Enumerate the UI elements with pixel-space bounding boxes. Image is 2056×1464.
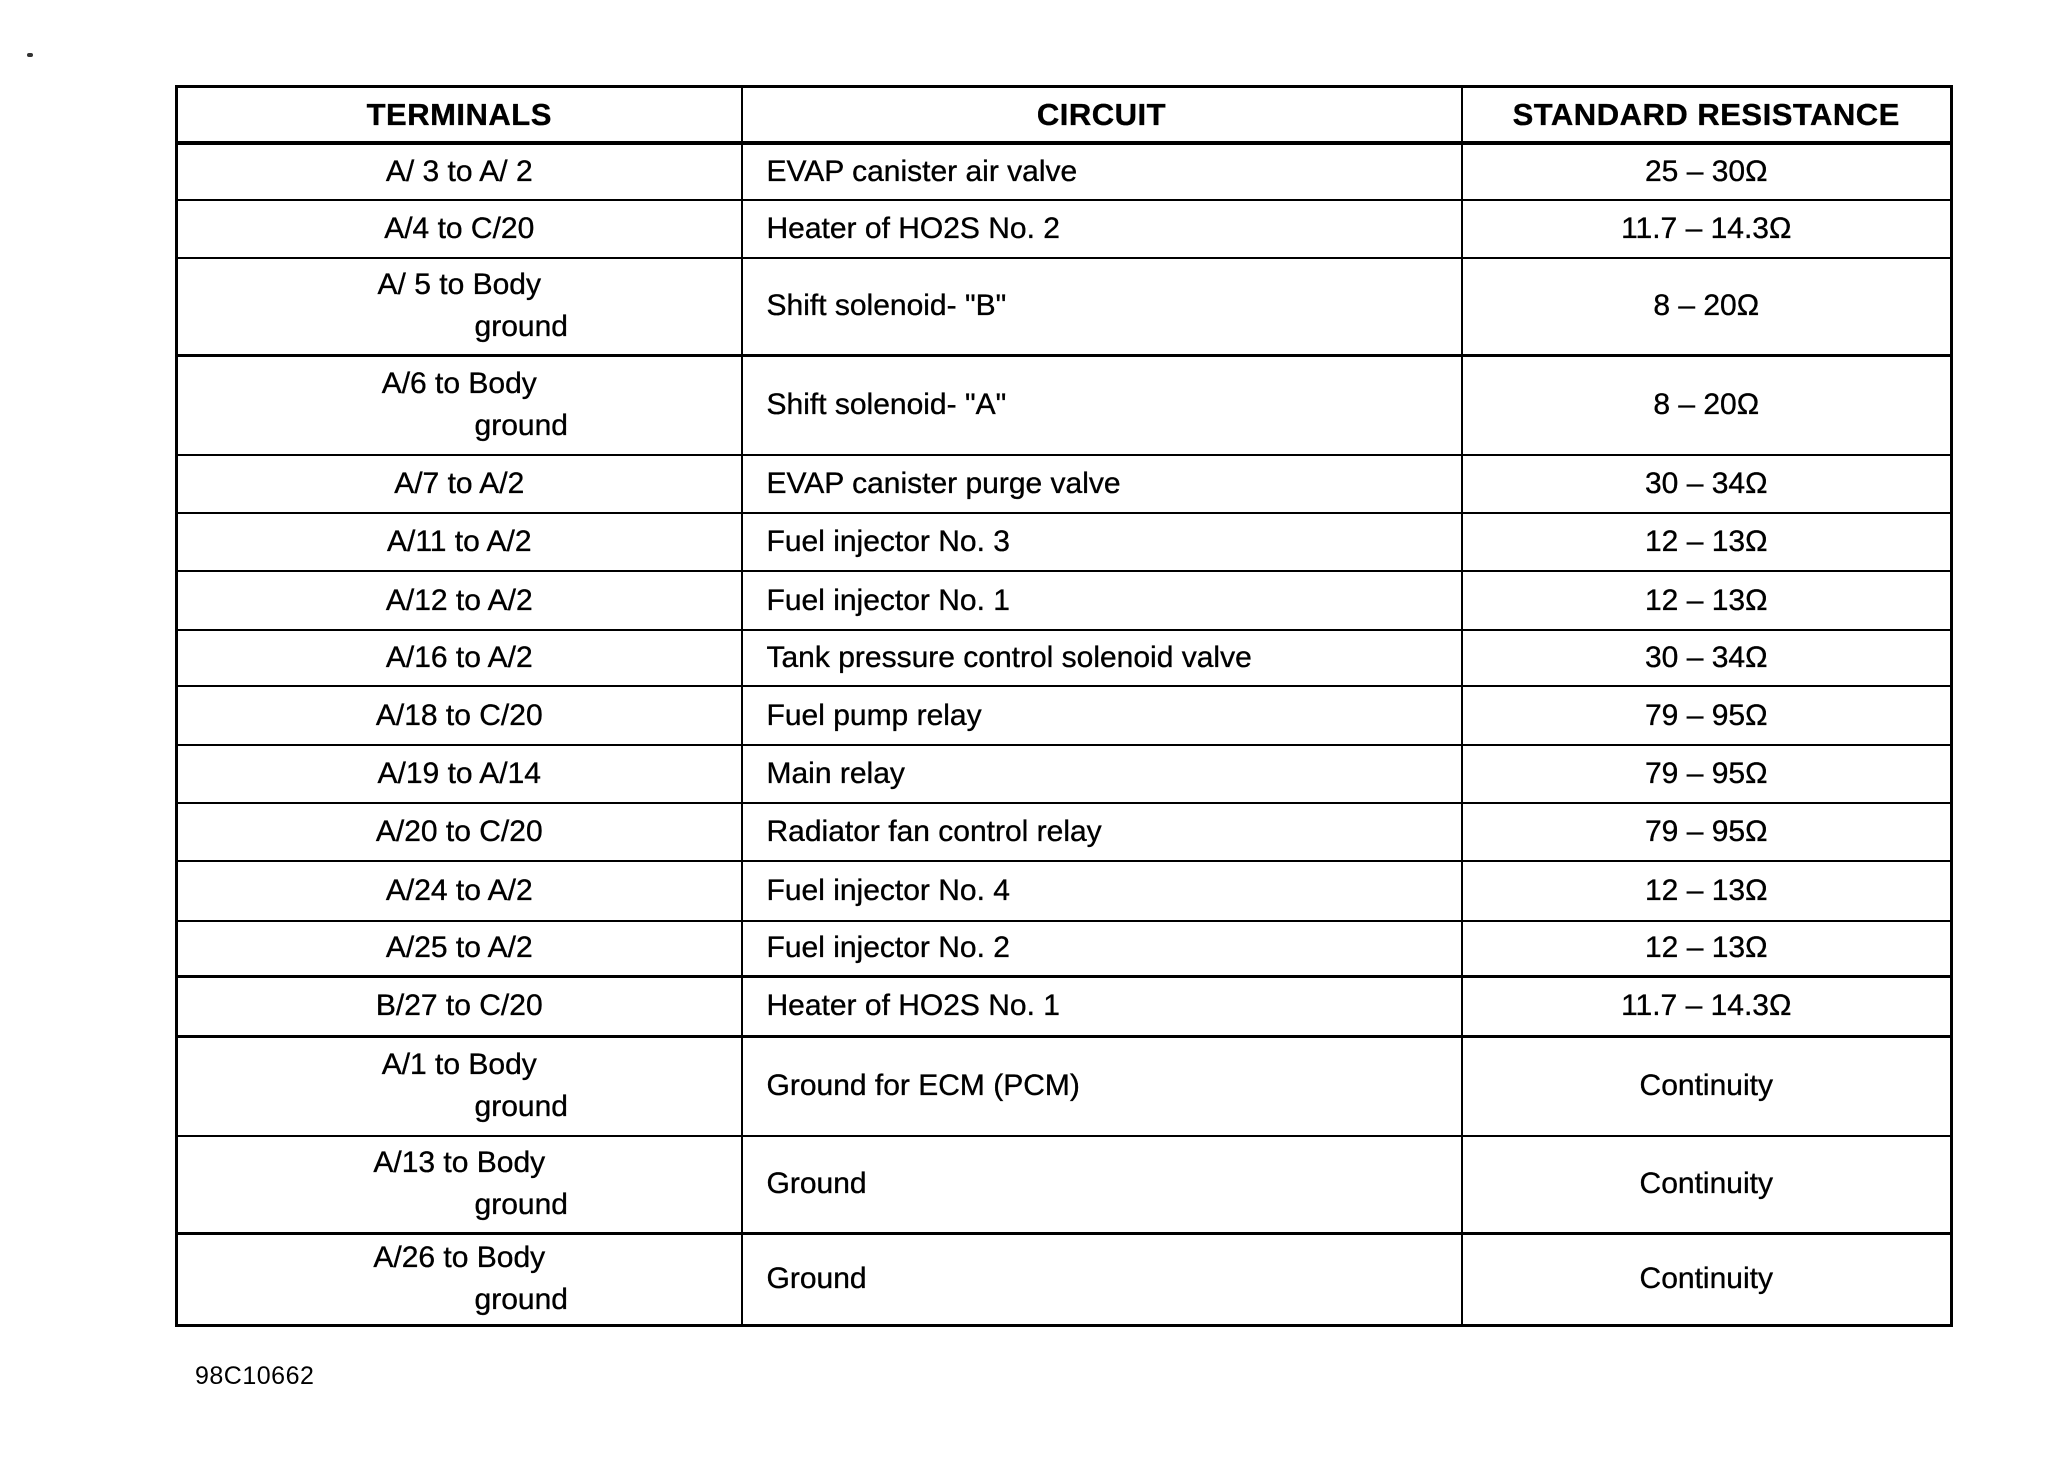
terminals-cell xyxy=(177,571,742,630)
table-row xyxy=(177,1233,1952,1325)
resistance-cell: 11.7 – 14.3Ω xyxy=(1462,200,1952,258)
circuit-cell: EVAP canister air valve xyxy=(742,143,1462,200)
resistance-cell: 12 – 13Ω xyxy=(1462,571,1952,630)
terminals-text: A/1 to Body xyxy=(381,1048,537,1082)
circuit-cell: Shift solenoid- "A" xyxy=(742,355,1462,455)
table-row xyxy=(177,513,1952,571)
col-header-standard-resistance: STANDARD RESISTANCE xyxy=(1462,87,1952,144)
table-row xyxy=(177,1036,1952,1136)
terminals-cell xyxy=(177,861,742,921)
circuit-cell: Heater of HO2S No. 2 xyxy=(742,200,1462,258)
terminals-text: A/13 to Body xyxy=(373,1146,546,1180)
terminals-cell xyxy=(177,200,742,258)
resistance-cell: Continuity xyxy=(1462,1136,1952,1233)
table-row xyxy=(177,630,1952,686)
circuit-cell: Fuel injector No. 1 xyxy=(742,571,1462,630)
resistance-cell: Continuity xyxy=(1462,1233,1952,1325)
terminals-cell xyxy=(177,143,742,200)
circuit-cell: Fuel injector No. 2 xyxy=(742,921,1462,976)
terminals-cell xyxy=(177,513,742,571)
terminals-cell xyxy=(177,258,742,355)
terminals-text: A/18 to C/20 xyxy=(375,698,543,732)
terminals-text-line2: ground xyxy=(474,409,568,443)
terminals-text-line2: ground xyxy=(474,1090,568,1124)
circuit-cell: Shift solenoid- "B" xyxy=(742,258,1462,355)
terminals-text: A/19 to A/14 xyxy=(377,757,541,790)
terminals-text: A/16 to A/2 xyxy=(385,641,533,674)
terminals-cell xyxy=(177,745,742,803)
circuit-cell: Ground xyxy=(742,1233,1462,1325)
terminals-text-line2: ground xyxy=(474,1188,568,1222)
terminals-text: A/4 to C/20 xyxy=(384,212,535,245)
circuit-cell: Ground for ECM (PCM) xyxy=(742,1036,1462,1136)
circuit-cell: EVAP canister purge valve xyxy=(742,455,1462,513)
resistance-cell: 12 – 13Ω xyxy=(1462,921,1952,976)
terminals-cell xyxy=(177,1136,742,1233)
terminals-text: A/6 to Body xyxy=(381,367,537,401)
table-row xyxy=(177,355,1952,455)
resistance-cell: 79 – 95Ω xyxy=(1462,745,1952,803)
terminals-cell xyxy=(177,921,742,976)
terminals-cell xyxy=(177,686,742,745)
terminals-cell xyxy=(177,1036,742,1136)
terminals-text: A/24 to A/2 xyxy=(385,874,533,907)
resistance-cell: 30 – 34Ω xyxy=(1462,630,1952,686)
table-row xyxy=(177,571,1952,630)
resistance-cell: 12 – 13Ω xyxy=(1462,861,1952,921)
table-row xyxy=(177,803,1952,861)
resistance-cell: 8 – 20Ω xyxy=(1462,355,1952,455)
circuit-cell: Tank pressure control solenoid valve xyxy=(742,630,1462,686)
table-row xyxy=(177,745,1952,803)
col-header-terminals: TERMINALS xyxy=(177,87,742,144)
table-row xyxy=(177,921,1952,976)
terminals-text-line2: ground xyxy=(474,310,568,344)
table-row xyxy=(177,686,1952,745)
resistance-cell: Continuity xyxy=(1462,1036,1952,1136)
scan-artifact-dot xyxy=(27,53,33,57)
terminals-text-line2: ground xyxy=(474,1283,568,1316)
terminals-cell xyxy=(177,1233,742,1325)
resistance-spec-table xyxy=(175,85,1953,1327)
header-row xyxy=(177,87,1952,144)
terminals-text: B/27 to C/20 xyxy=(375,989,543,1022)
terminals-cell xyxy=(177,976,742,1036)
table-row xyxy=(177,976,1952,1036)
circuit-cell: Fuel injector No. 4 xyxy=(742,861,1462,921)
table-row xyxy=(177,455,1952,513)
terminals-text: A/20 to C/20 xyxy=(375,815,543,848)
resistance-cell: 12 – 13Ω xyxy=(1462,513,1952,571)
circuit-cell: Fuel pump relay xyxy=(742,686,1462,745)
col-header-circuit: CIRCUIT xyxy=(742,87,1462,144)
circuit-cell: Heater of HO2S No. 1 xyxy=(742,976,1462,1036)
figure-code: 98C10662 xyxy=(195,1362,315,1390)
terminals-cell xyxy=(177,455,742,513)
table-row xyxy=(177,1136,1952,1233)
terminals-text: A/25 to A/2 xyxy=(385,931,533,965)
circuit-cell: Ground xyxy=(742,1136,1462,1233)
terminals-cell xyxy=(177,803,742,861)
table-row xyxy=(177,258,1952,355)
terminals-text: A/12 to A/2 xyxy=(385,583,533,617)
resistance-cell: 8 – 20Ω xyxy=(1462,258,1952,355)
circuit-cell: Radiator fan control relay xyxy=(742,803,1462,861)
circuit-cell: Fuel injector No. 3 xyxy=(742,513,1462,571)
terminals-text: A/26 to Body xyxy=(373,1241,546,1274)
terminals-text: A/11 to A/2 xyxy=(386,525,532,558)
terminals-text: A/ 5 to Body xyxy=(377,268,541,302)
terminals-cell xyxy=(177,355,742,455)
terminals-text: A/7 to A/2 xyxy=(394,467,525,500)
table-row xyxy=(177,861,1952,921)
resistance-cell: 25 – 30Ω xyxy=(1462,143,1952,200)
terminals-cell xyxy=(177,630,742,686)
resistance-cell: 79 – 95Ω xyxy=(1462,686,1952,745)
circuit-cell: Main relay xyxy=(742,745,1462,803)
table-row xyxy=(177,200,1952,258)
resistance-cell: 30 – 34Ω xyxy=(1462,455,1952,513)
table-row xyxy=(177,143,1952,200)
terminals-text: A/ 3 to A/ 2 xyxy=(385,155,533,188)
resistance-cell: 79 – 95Ω xyxy=(1462,803,1952,861)
resistance-cell: 11.7 – 14.3Ω xyxy=(1462,976,1952,1036)
